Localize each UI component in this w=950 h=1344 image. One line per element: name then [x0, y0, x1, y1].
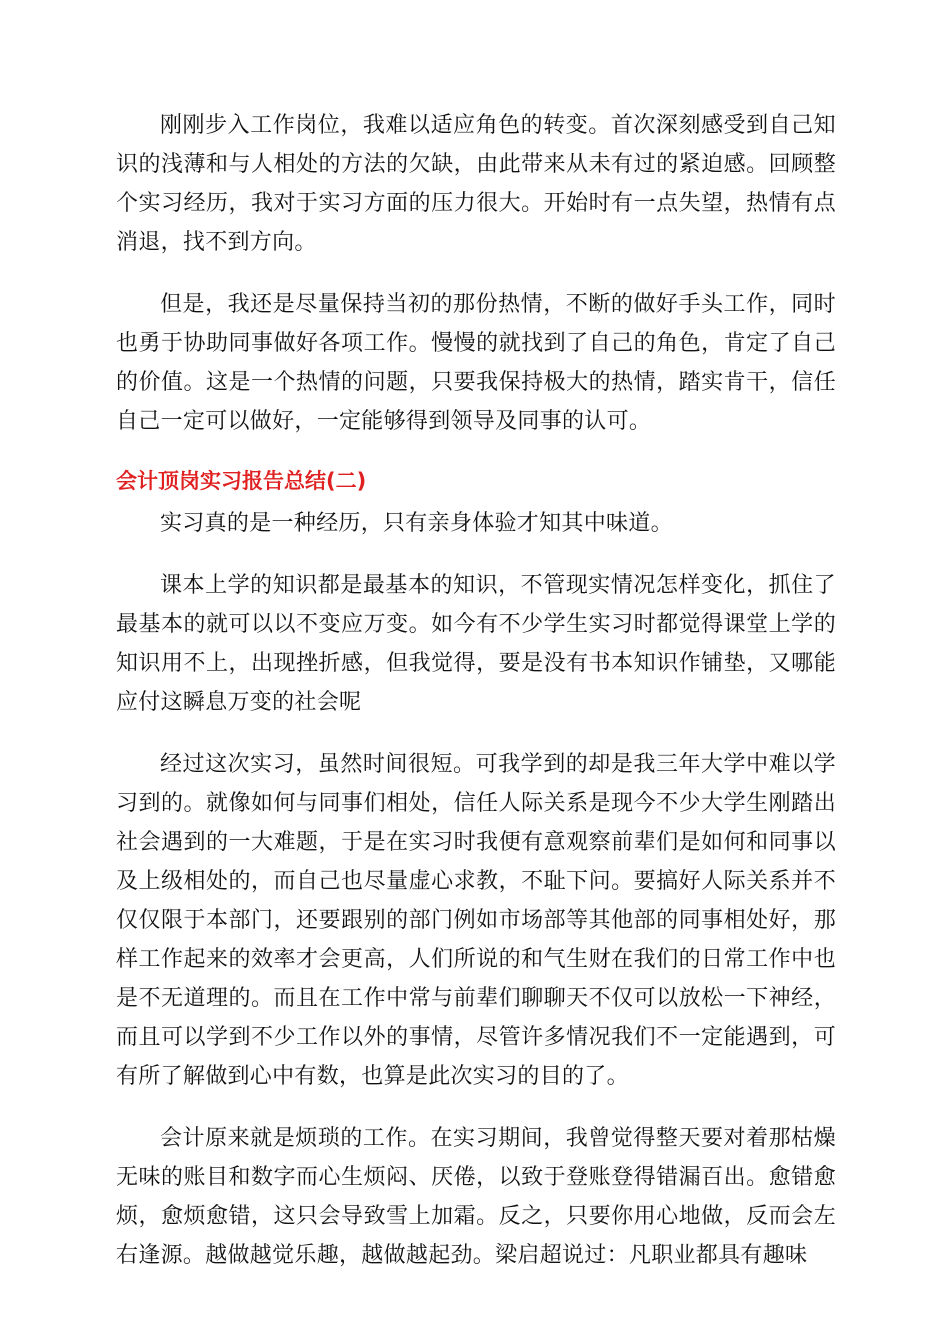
paragraph-6: 会计原来就是烦琐的工作。在实习期间，我曾觉得整天要对着那枯燥无味的账目和数字而心生烦闷、厌倦，以致于登账登得错漏百出。愈错愈烦，愈烦愈错，这只会导致雪上加霜。反之，只要你用心地做，反而会左右逢源。越做越觉乐趣，越做越起劲。梁启超说过：凡职业都具有趣味: [116, 1126, 836, 1268]
section-heading: 会计顶岗实习报告总结(二): [116, 469, 367, 493]
paragraph-1: 刚刚步入工作岗位，我难以适应角色的转变。首次深刻感受到自己知识的浅薄和与人相处的方法的欠缺，由此带来从未有过的紧迫感。回顾整个实习经历，我对于实习方面的压力很大。开始时有一点失望，热情有点消退，找不到方向。: [116, 113, 836, 255]
paragraph-4: 课本上学的知识都是最基本的知识，不管现实情况怎样变化，抓住了最基本的就可以以不变应万变。如今有不少学生实习时都觉得课堂上学的知识用不上，出现挫折感，但我觉得，要是没有书本知识作铺垫，又哪能应付这瞬息万变的社会呢: [116, 573, 836, 715]
paragraph-5: 经过这次实习，虽然时间很短。可我学到的却是我三年大学中难以学习到的。就像如何与同事们相处，信任人际关系是现今不少大学生刚踏出社会遇到的一大难题，于是在实习时我便有意观察前辈们是如何和同事以及上级相处的，而自己也尽量虚心求教，不耻下问。要搞好人际关系并不仅仅限于本部门，还要跟别的部门例如市场部等其他部的同事相处好，那样工作起来的效率才会更高，人们所说的和气生财在我们的日常工作中也是不无道理的。而且在工作中常与前辈们聊聊天不仅可以放松一下神经，而且可以学到不少工作以外的事情，尽管许多情况我们不一定能遇到，可有所了解做到心中有数，也算是此次实习的目的了。: [116, 752, 836, 1089]
paragraph-3: 实习真的是一种经历，只有亲身体验才知其中味道。: [160, 511, 673, 536]
paragraph-2: 但是，我还是尽量保持当初的那份热情，不断的做好手头工作，同时也勇于协助同事做好各项工作。慢慢的就找到了自己的角色，肯定了自己的价值。这是一个热情的问题，只要我保持极大的热情，踏实肯干，信任自己一定可以做好，一定能够得到领导及同事的认可。: [116, 292, 836, 434]
document-body: [116, 106, 836, 1298]
